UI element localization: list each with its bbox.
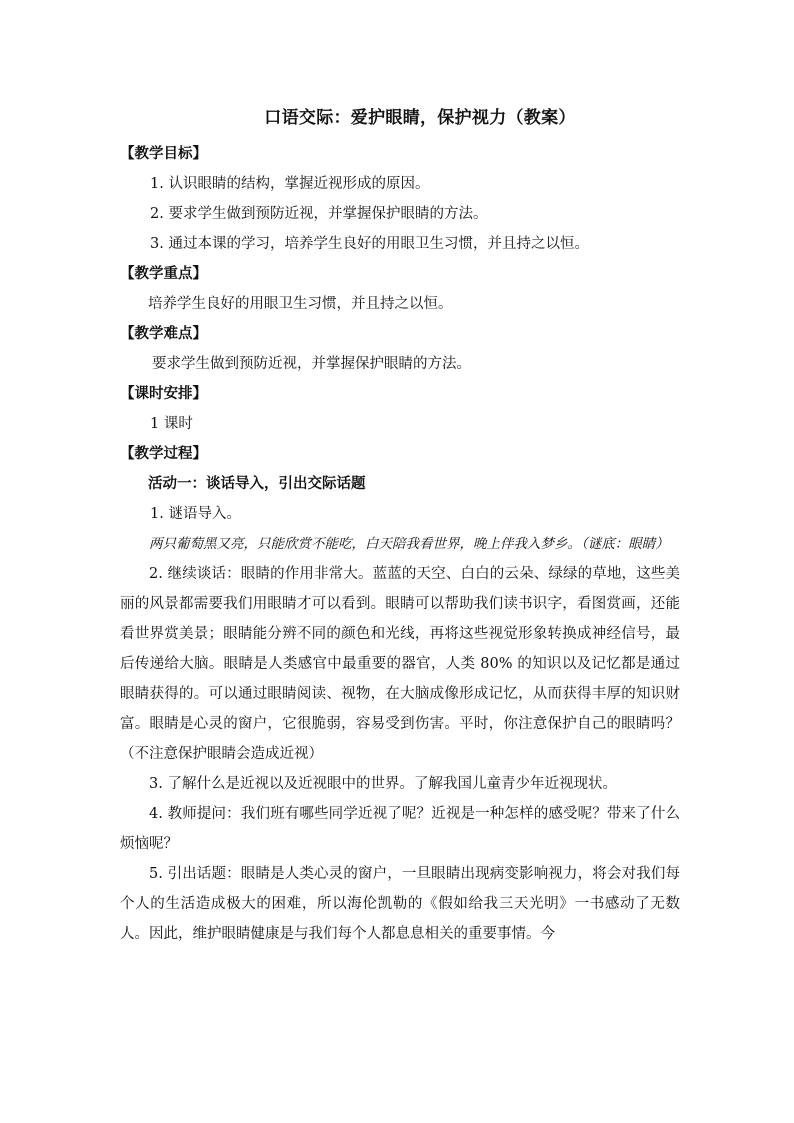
goal-item-3: 3. 通过本课的学习，培养学生良好的用眼卫生习惯，并且持之以恒。 (150, 236, 589, 252)
key-points-text: 培养学生良好的用眼卫生习惯，并且持之以恒。 (148, 296, 453, 312)
activity-title: 活动一：谈话导入，引出交际话题 (148, 475, 366, 492)
section-heading-goals: 【教学目标】 (120, 145, 207, 162)
section-heading-key-points: 【教学重点】 (120, 265, 207, 282)
lesson-plan-body (120, 103, 680, 949)
section-heading-difficulties: 【教学难点】 (120, 325, 207, 342)
process-step-2: 2. 继续谈话：眼睛的作用非常大。蓝蓝的天空、白白的云朵、绿绿的草地，这些美丽的风景都需要我们用眼睛才可以看到。眼睛可以帮助我们读书识字，看图赏画，还能看世界赏美景；眼睛能分辨不同的颜色和光线，再将这些视觉形象转换成神经信号，最后传递给大脑。眼睛是人类感官中最重要的器官，人类 80% 的知识以及记忆都是通过眼睛获得的。可以通过眼睛阅读、视物，在大脑成像形成记忆，从而获得丰厚的知识财富。眼睛是心灵的窗户，它很脆弱，容易受到伤害。平时，你注意保护自己的眼睛吗？（不注意保护眼睛会造成近视） (120, 566, 680, 762)
goal-item-2: 2. 要求学生做到预防近视，并掌握保护眼睛的方法。 (150, 206, 488, 222)
section-heading-schedule: 【课时安排】 (120, 385, 207, 402)
schedule-text: 1 课时 (150, 416, 193, 432)
process-step-3: 3. 了解什么是近视以及近视眼中的世界。了解我国儿童青少年近视现状。 (149, 776, 617, 792)
document-title: 口语交际：爱护眼睛，保护视力（教案） (264, 108, 576, 128)
process-step-1: 1. 谜语导入。 (150, 506, 241, 522)
process-step-4: 4. 教师提问：我们班有哪些同学近视了呢？近视是一种怎样的感受呢？带来了什么烦恼呢？ (120, 806, 680, 852)
difficulties-text: 要求学生做到预防近视，并掌握保护眼睛的方法。 (152, 356, 471, 372)
process-step-5: 5. 引出话题：眼睛是人类心灵的窗户，一旦眼睛出现病变影响视力，将会对我们每个人的生活造成极大的困难，所以海伦凯勒的《假如给我三天光明》一书感动了无数人。因此，维护眼睛健康是与我们每个人都息息相关的重要事情。今 (120, 866, 680, 942)
goal-item-1: 1. 认识眼睛的结构，掌握近视形成的原因。 (150, 176, 430, 192)
section-heading-process: 【教学过程】 (120, 445, 207, 462)
riddle-text: 两只葡萄黑又亮，只能欣赏不能吃，白天陪我看世界，晚上伴我入梦乡。（谜底：眼睛） (149, 536, 669, 552)
